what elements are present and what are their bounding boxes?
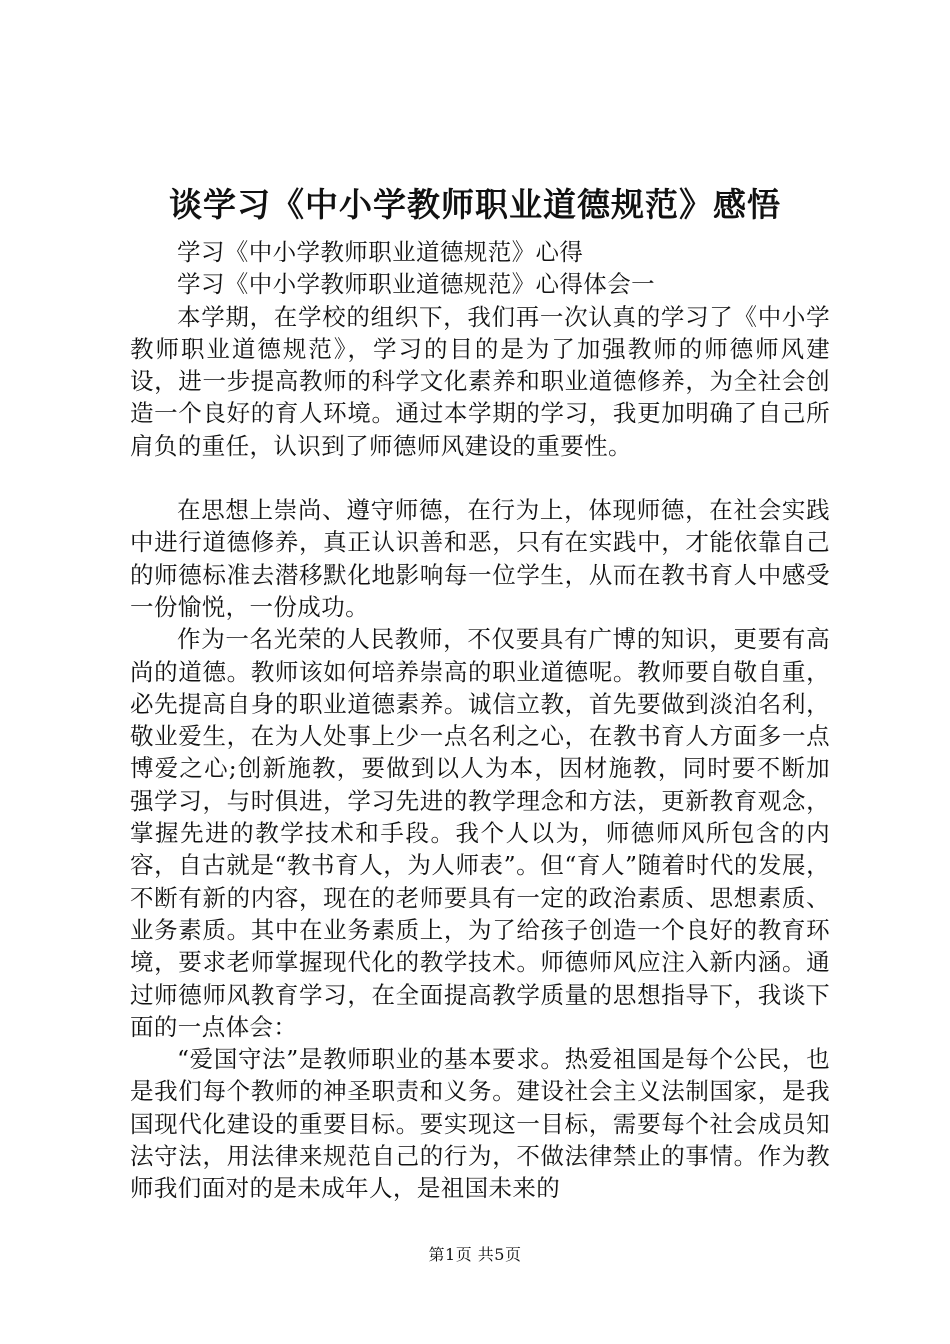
document-body <box>130 236 830 1205</box>
document-title: 谈学习《中小学教师职业道德规范》感悟 <box>169 185 781 224</box>
subtitle-line: 学习《中小学教师职业道德规范》心得 <box>177 238 584 266</box>
body-paragraph: “爱国守法”是教师职业的基本要求。热爱祖国是每个公民，也是我们每个教师的神圣职责和义务。建设社会主义法制国家，是我国现代化建设的重要目标。要实现这一目标，需要每个社会成员知法守法，用法律来规范自己的行为，不做法律禁止的事情。作为教师我们面对的是未成年人，是祖国未来的 <box>130 1045 830 1203</box>
subtitle-line: 学习《中小学教师职业道德规范》心得体会一 <box>177 270 655 299</box>
page-indicator: 第1页 共5页 <box>428 1245 522 1264</box>
body-paragraph: 本学期，在学校的组织下，我们再一次认真的学习了《中小学教师职业道德规范》，学习的目的是为了加强教师的师德师风建设，进一步提高教师的科学文化素养和职业道德修养，为全社会创造一个良好的育人环境。通过本学期的学习，我更加明确了自己所肩负的重任，认识到了师德师风建设的重要性。 <box>130 302 830 460</box>
body-paragraph: 作为一名光荣的人民教师，不仅要具有广博的知识，更要有高尚的道德。教师该如何培养崇高的职业道德呢。教师要自敬自重，必先提高自身的职业道德素养。诚信立教，首先要做到淡泊名利，敬业爱生，在为人处事上少一点名利之心，在教书育人方面多一点博爱之心;创新施教，要做到以人为本，因材施教，同时要不断加强学习，与时俱进，学习先进的教学理念和方法，更新教育观念，掌握先进的教学技术和手段。我个人以为，师德师风所包含的内容，自古就是“教书育人，为人师表”。但“育人”随着时代的发展，不断有新的内容，现在的老师要具有一定的政治素质、思想素质、业务素质。其中在业务素质上，为了给孩子创造一个良好的教育环境，要求老师掌握现代化的教学技术。师德师风应注入新内涵。通过师德师风教育学习，在全面提高教学质量的思想指导下，我谈下面的一点体会： <box>130 625 830 1041</box>
body-paragraph: 在思想上崇尚、遵守师德，在行为上，体现师德，在社会实践中进行道德修养，真正认识善和恶，只有在实践中，才能依靠自己的师德标准去潜移默化地影响每一位学生，从而在教书育人中感受一份愉悦，一份成功。 <box>130 496 830 621</box>
